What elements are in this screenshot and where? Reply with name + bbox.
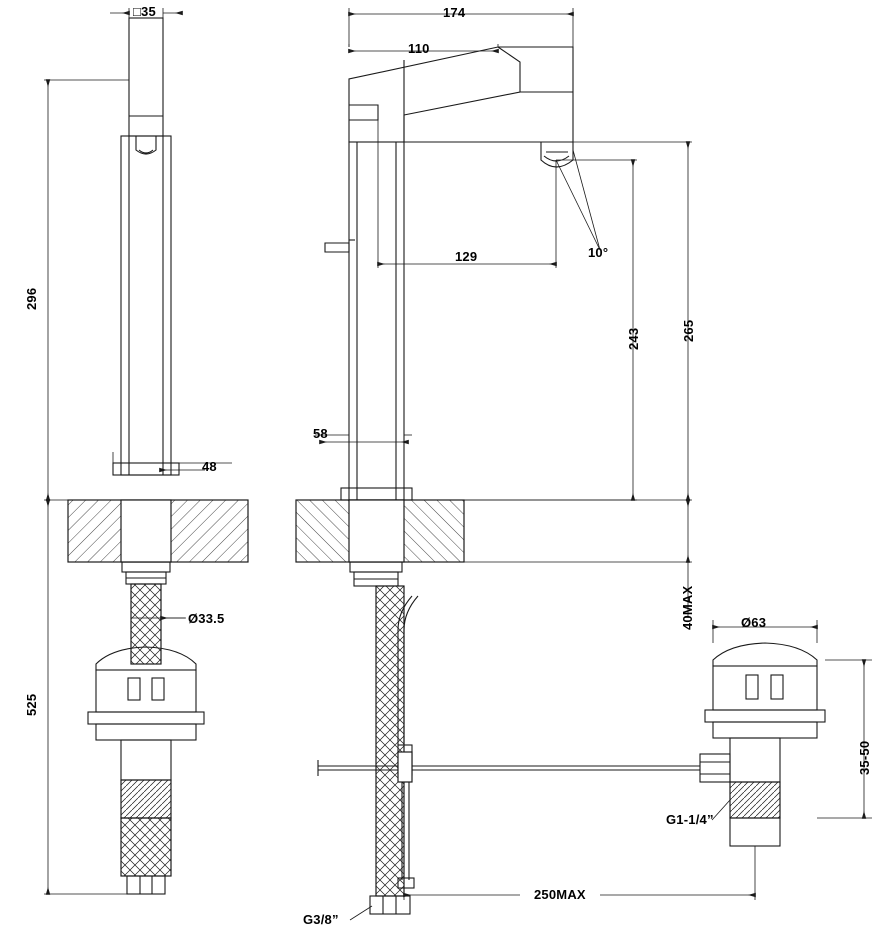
dim-spout-height-total: 265 [681,319,696,342]
dim-deck-thickness-max: 40MAX [680,585,695,630]
dim-spout-square: □35 [133,4,156,19]
front-view-spout [129,18,163,154]
dim-spout-reach-total: 174 [443,5,466,20]
front-view-body [113,136,179,475]
dim-body-width-side: 58 [313,426,328,441]
front-view-deck [68,500,248,562]
side-view-deck [296,500,464,562]
dim-lever-length: 110 [408,41,430,56]
dim-drain-run-max: 250MAX [534,887,586,902]
dim-body-height-front: 296 [24,287,39,310]
dim-spout-height-inner: 243 [626,327,641,350]
dim-waste-adjust-range: 35-50 [857,740,872,775]
dim-deck-flange: 48 [202,459,217,474]
front-view-waste [88,647,204,894]
dim-waste-cap-diameter: Ø63 [741,615,767,630]
dim-supply-thread: G3/8” [303,912,339,927]
side-view-spout [349,47,573,167]
side-view-handle [325,240,355,252]
dim-spout-angle: 10° [588,245,609,260]
waste-detail [705,643,825,846]
side-view-body [341,142,412,500]
dim-spout-reach-inner: 129 [455,249,478,264]
dim-waste-thread: G1-1/4” [666,812,714,827]
dim-drain-diameter: Ø33.5 [188,611,225,626]
dim-total-length-front: 525 [24,693,39,716]
